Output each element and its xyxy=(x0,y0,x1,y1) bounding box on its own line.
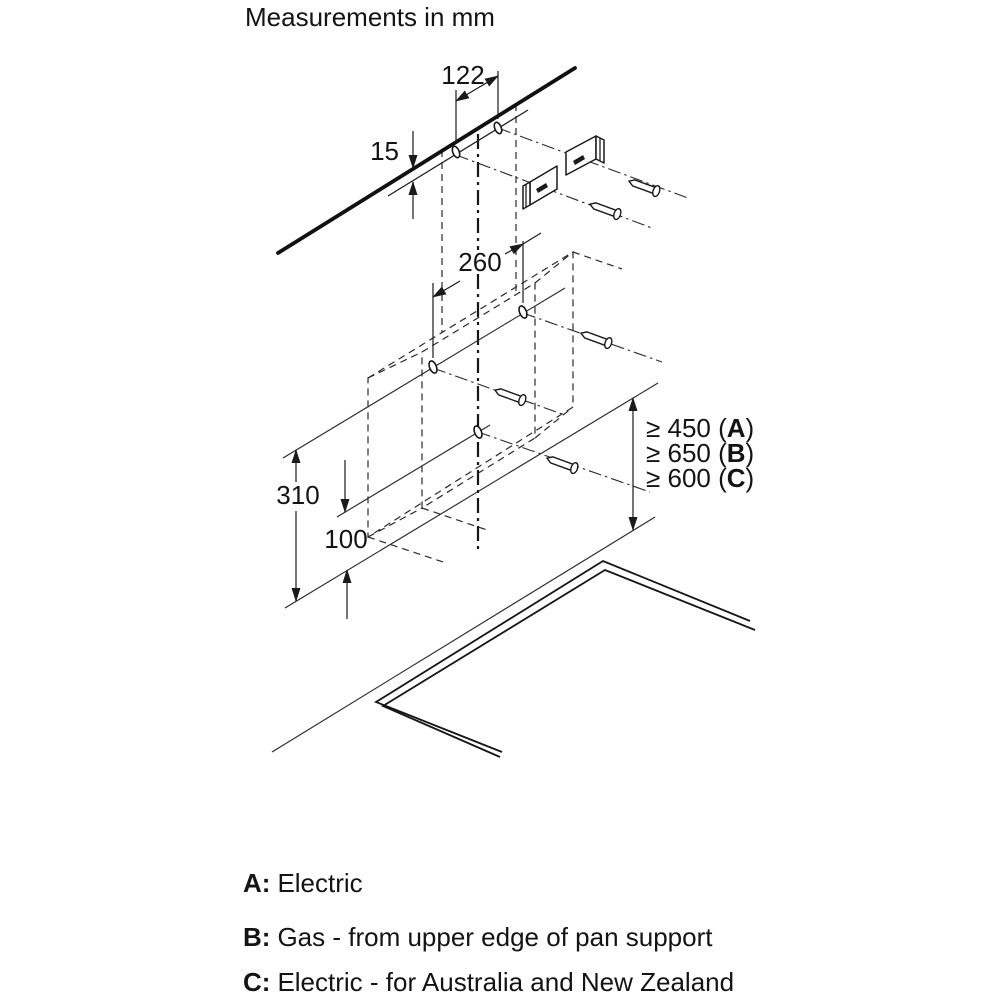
panel-connector-top-left xyxy=(368,352,422,378)
hood-top-receding-edge-right xyxy=(573,252,622,269)
panel-connector-top-right xyxy=(535,252,573,283)
dimension-hob-clearance xyxy=(633,398,754,530)
dimension-100-label: 100 xyxy=(324,524,368,554)
legend-item-c: C: Electric - for Australia and New Zealand xyxy=(243,967,735,997)
legend-item-b: B: Gas - from upper edge of pan support xyxy=(243,922,713,952)
wall-mounting-brackets xyxy=(523,136,604,209)
mounting-bracket xyxy=(523,166,557,209)
dimension-260-label: 260 xyxy=(458,247,502,277)
mounting-hole xyxy=(472,425,483,439)
dimension-15-label: 15 xyxy=(370,136,399,166)
screws xyxy=(493,176,661,475)
screw xyxy=(588,199,622,221)
mounting-hole xyxy=(517,305,528,319)
screw xyxy=(579,328,613,350)
hob-outline xyxy=(376,561,755,757)
screw xyxy=(545,453,579,475)
screw xyxy=(493,385,527,407)
hood-bottom-edge-level-line xyxy=(285,383,658,608)
legend-item-a: A: Electric xyxy=(243,868,363,898)
mounting-bracket xyxy=(566,136,604,175)
screw xyxy=(627,176,661,198)
dimension-100 xyxy=(324,460,367,619)
hood-back-panel-outline xyxy=(368,252,573,537)
reference-lines xyxy=(272,288,658,752)
dimension-122 xyxy=(441,60,498,143)
wall xyxy=(278,68,575,253)
clearance-label-c: ≥ 600 (C) xyxy=(646,463,755,493)
wall-edge-line xyxy=(278,68,575,253)
legend xyxy=(243,868,734,997)
center-hole-level-line xyxy=(337,425,490,517)
dimension-310-label: 310 xyxy=(276,480,320,510)
clearance-label-b: ≥ 650 (B) xyxy=(646,438,755,468)
dimension-260 xyxy=(433,233,541,358)
hood-bottom-receding-edge-left xyxy=(368,537,443,562)
dimension-122-label: 122 xyxy=(441,60,485,90)
diagram-title: Measurements in mm xyxy=(245,2,495,32)
hob-outer-edge xyxy=(376,561,750,752)
dimension-310 xyxy=(269,450,327,601)
panel-connector-bottom-left xyxy=(368,508,422,537)
mounting-hole xyxy=(427,360,438,374)
mounting-hole xyxy=(493,121,503,135)
clearance-label-a: ≥ 450 (A) xyxy=(646,413,755,443)
